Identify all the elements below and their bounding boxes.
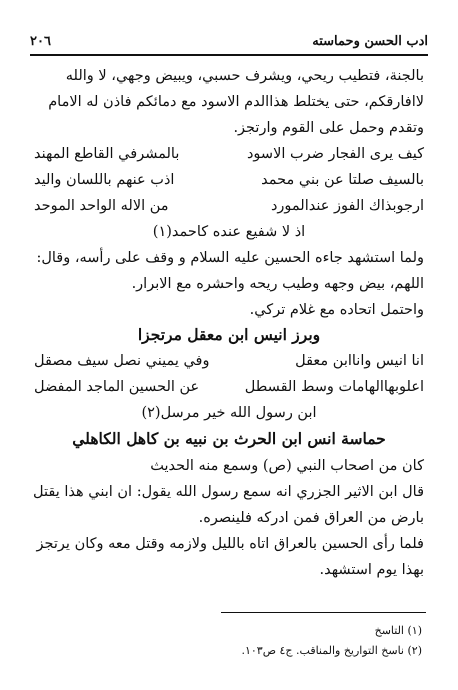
verse-second-hemistich: من الاله الواحد الموحد [34,198,169,214]
verse-first-hemistich: بالسيف صلتا عن بني محمد [261,172,424,188]
running-title: ادب الحسن وحماسته [312,33,428,49]
body-line: بالجنة، فتطيب ريحي، ويشرف حسبي، ويبيض وجهي، لا والله [65,68,424,84]
verse-line [34,144,424,164]
footnote-rule [221,612,426,613]
body-line: بهذا يوم استشهد. [319,562,424,578]
verse-first-hemistich: ارجوبذاك الفوز عندالمورد [270,198,424,214]
body-line: واحتمل اتحاده مع غلام تركي. [249,302,424,318]
body-line: لاافارقكم، حتى يختلط هذاالدم الاسود مع دمائكم فاذن له الامام [48,94,424,110]
verse-second-hemistich: اذب عنهم باللسان واليد [34,172,175,188]
section-heading: وبرز انيس ابن معقل مرتجزا [137,325,321,344]
verse-first-hemistich: اعلوبهاالهامات وسط القسطل [244,379,424,395]
body-line: ولما استشهد جاءه الحسين عليه السلام و وقف على رأسه، وقال: [36,250,424,266]
body-line: قال ابن الاثير الجزري انه سمع رسول الله يقول: ان ابني هذا يقتل [33,484,424,500]
verse-second-hemistich: بالمشرفي القاطع المهند [34,146,180,162]
verse-line [34,351,424,371]
body-line: بارض من العراق فمن ادركه فلينصره. [198,510,424,526]
verse-second-hemistich: وفي يميني نصل سيف مصقل [34,353,210,369]
verse-line [34,377,424,397]
footnote: (٢) ناسخ التواريخ والمناقب. ج٤ ص١٠٣. [241,644,422,657]
body-line: كان من اصحاب النبي (ص) وسمع منه الحديث [150,458,424,474]
verse-first-hemistich: كيف يرى الفجار ضرب الاسود [246,146,424,162]
body-line: فلما رأى الحسين بالعراق اتاه بالليل ولازمه وقتل معه وكان يرتجز [36,536,424,552]
body-line: وتقدم وحمل على القوم وارتجز. [233,120,424,136]
verse-tail: ابن رسول الله خير مرسل(٢) [141,405,317,421]
footnote: (١) التاسخ [374,624,422,637]
page-number: ٢٠٦ [30,33,51,49]
verse-line [34,196,424,216]
page-header [30,30,428,52]
section-heading: حماسة انس ابن الحرث بن نبيه بن كاهل الكاهلي [72,429,386,448]
verse-tail: اذ لا شفيع عنده كاحمد(١) [152,224,306,240]
header-rule [30,54,428,56]
verse-first-hemistich: انا انيس واناابن معقل [295,353,424,369]
verse-line [34,170,424,190]
body-line: اللهم، بيض وجهه وطيب ريحه واحشره مع الابرار. [131,276,424,292]
verse-second-hemistich: عن الحسين الماجد المفضل [34,379,200,395]
